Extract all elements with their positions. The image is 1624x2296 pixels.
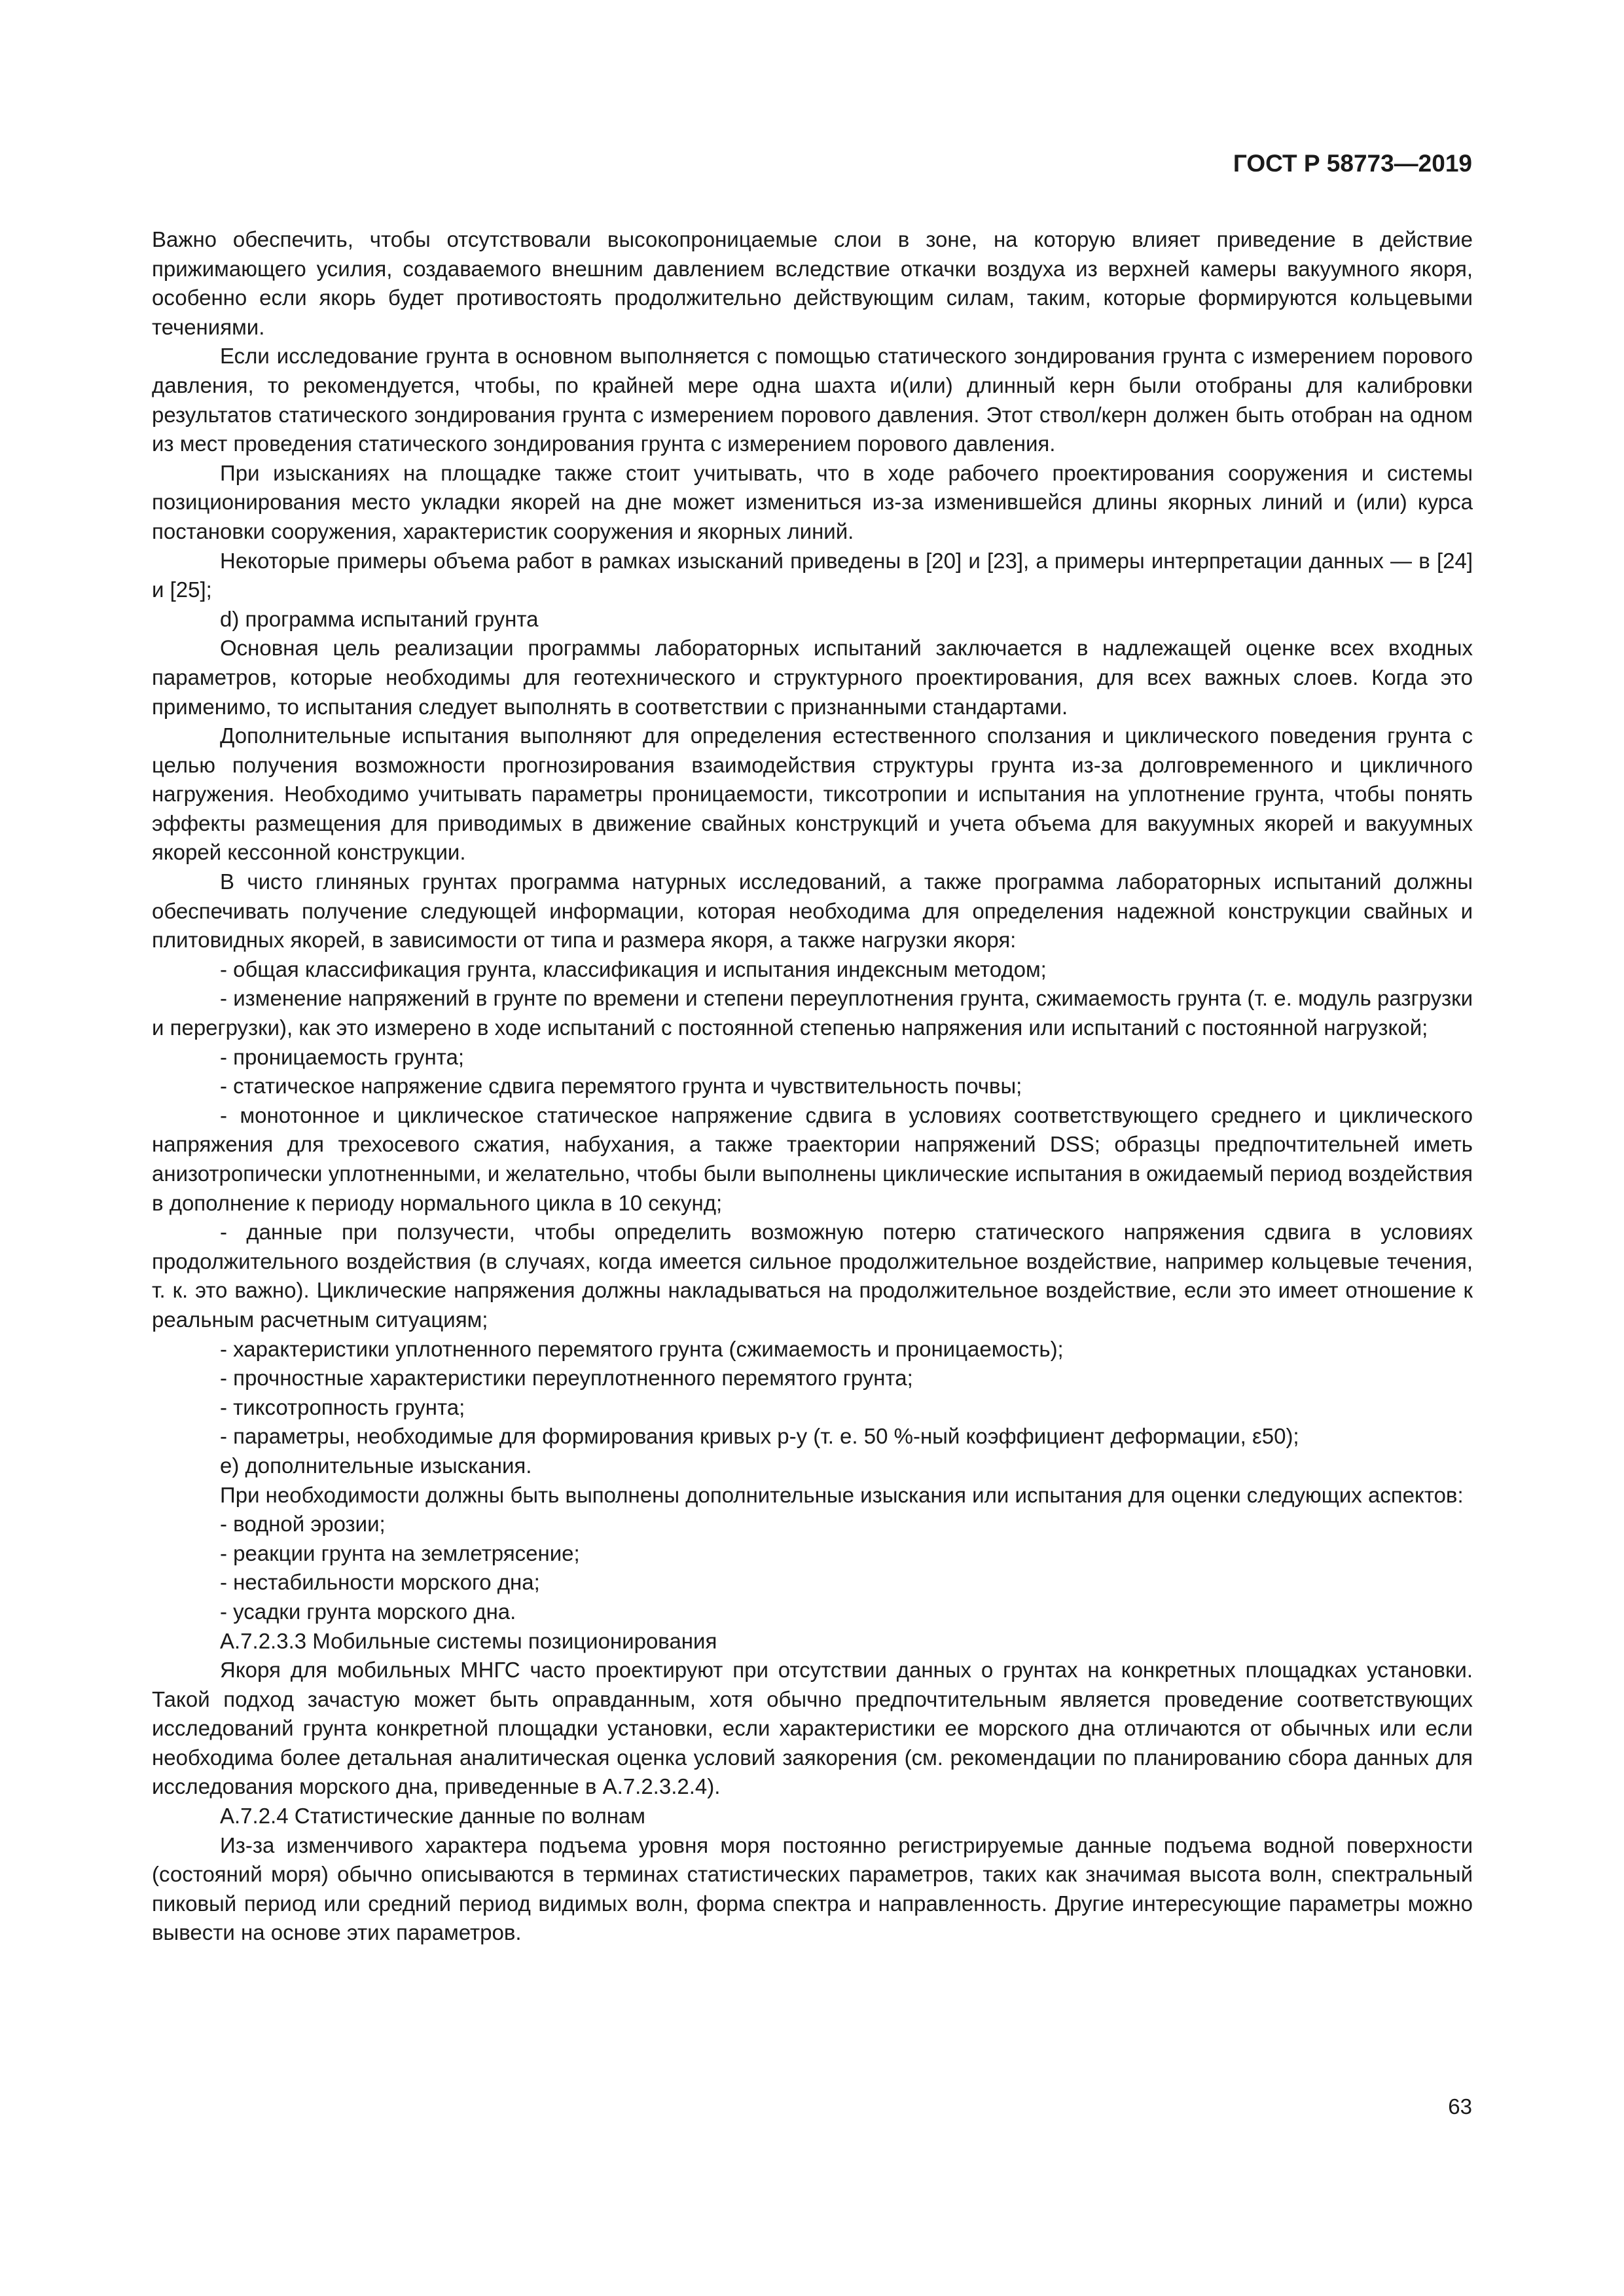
paragraph: - статическое напряжение сдвига перемятого грунта и чувствительность почвы; [220,1074,1022,1099]
paragraph: Если исследование грунта в основном выполняется с помощью статического зондирования грунта с измерением порового давления, то рекомендуется, чтобы, по крайней мере одна шахта и(или) длинный керн были отобраны для калибровки результатов статического зондирования грунта с измерением порового давления. Этот ствол/керн должен быть отобран на одном из мест проведения статического зондирования грунта с измерением порового давления. [152,344,1473,456]
paragraph: d) программа испытаний грунта [220,606,539,631]
paragraph: - параметры, необходимые для формирования кривых р-у (т. е. 50 %-ный коэффициент деформации, ε50); [220,1424,1299,1449]
document-code: ГОСТ Р 58773—2019 [1233,150,1472,177]
paragraph: Важно обеспечить, чтобы отсутствовали высокопроницаемые слои в зоне, на которую влияет приведение в действие прижимающего усилия, создаваемого внешним давлением вследствие откачки воздуха из верхней камеры вакуумного якоря, особенно если якорь будет противостоять продолжительно действующим силам, таким, которые формируются кольцевыми течениями. [152,227,1473,339]
page-number: 63 [1448,2094,1472,2119]
paragraph: - тиксотропность грунта; [220,1394,465,1419]
paragraph: При необходимости должны быть выполнены дополнительные изыскания или испытания для оценки следующих аспектов: [220,1482,1464,1507]
paragraph: - данные при ползучести, чтобы определить возможную потерю статического напряжения сдвига в условиях продолжительного воздействия (в случаях, когда имеется сильное продолжительное воздействие, например кольцевые течения, т. к. это важно). Циклические напряжения должны накладываться на продолжительное воздействие, если это имеет отношение к реальным расчетным ситуациям; [152,1220,1473,1332]
paragraph: А.7.2.3.3 Мобильные системы позиционирования [220,1628,717,1653]
paragraph: Основная цель реализации программы лабораторных испытаний заключается в надлежащей оценке всех входных параметров, которые необходимы для геотехнического и структурного проектирования, для всех важных слоев. Когда это применимо, то испытания следует выполнять в соответствии с признанными стандартами. [152,636,1473,719]
paragraph: - реакции грунта на землетрясение; [220,1540,580,1565]
paragraph: е) дополнительные изыскания. [220,1453,532,1478]
paragraph: Якоря для мобильных МНГС часто проектируют при отсутствии данных о грунтах на конкретных площадках установки. Такой подход зачастую может быть оправданным, хотя обычно предпочтительным является проведение соответствующих исследований грунта конкретной площадки установки, если характеристики ее морского дна отличаются от обычных или если необходима более детальная аналитическая оценка условий заякорения (см. рекомендации по планированию сбора данных для исследования морского дна, приведенные в А.7.2.3.2.4). [152,1658,1473,1799]
paragraph: Некоторые примеры объема работ в рамках изысканий приведены в [20] и [23], а примеры интерпретации данных — в [24] и [25]; [152,548,1473,602]
paragraph: - характеристики уплотненного перемятого грунта (сжимаемость и проницаемость); [220,1336,1064,1361]
paragraph: - прочностные характеристики переуплотненного перемятого грунта; [220,1366,913,1391]
paragraph: Дополнительные испытания выполняют для определения естественного сползания и циклического поведения грунта с целью получения возможности прогнозирования взаимодействия структуры грунта из-за долговременного и цикличного нагружения. Необходимо учитывать параметры проницаемости, тиксотропии и испытания на уплотнение грунта, чтобы понять эффекты размещения для приводимых в движение свайных конструкций и учета объема для вакуумных якорей и вакуумных якорей кессонной конструкции. [152,723,1473,865]
paragraph: - проницаемость грунта; [220,1044,465,1069]
paragraph: - водной эрозии; [220,1512,386,1537]
paragraph: При изысканиях на площадке также стоит учитывать, что в ходе рабочего проектирования сооружения и системы позиционирования место укладки якорей на дне может измениться из-за изменившейся длины якорных линий и (или) курса постановки сооружения, характеристик сооружения и якорных линий. [152,460,1473,543]
paragraph: - изменение напряжений в грунте по времени и степени переуплотнения грунта, сжимаемость грунта (т. е. модуль разгрузки и перегрузки), как это измерено в ходе испытаний с постоянной степенью напряжения или испытаний с постоянной нагрузкой; [152,986,1473,1040]
paragraph: А.7.2.4 Статистические данные по волнам [220,1804,645,1829]
paragraph: В чисто глиняных грунтах программа натурных исследований, а также программа лабораторных испытаний должны обеспечивать получение следующей информации, которая необходима для определения надежной конструкции свайных и плитовидных якорей, в зависимости от типа и размера якоря, а также нагрузки якоря: [152,869,1473,953]
paragraph: - усадки грунта морского дна. [220,1599,516,1624]
body-text [152,225,1473,1948]
paragraph: - общая классификация грунта, классификация и испытания индексным методом; [220,957,1047,981]
paragraph: - нестабильности морского дна; [220,1570,540,1595]
paragraph: - монотонное и циклическое статическое напряжение сдвига в условиях соответствующего среднего и циклического напряжения для трехосевого сжатия, набухания, а также траектории напряжений DSS; образцы предпочтительней иметь анизотропически уплотненными, и желательно, чтобы были выполнены циклические испытания в ожидаемый период воздействия в дополнение к периоду нормального цикла в 10 секунд; [152,1102,1473,1215]
paragraph: Из-за изменчивого характера подъема уровня моря постоянно регистрируемые данные подъема водной поверхности (состояний моря) обычно описываются в терминах статистических параметров, таких как значимая высота волн, спектральный пиковый период или средний период видимых волн, форма спектра и направленность. Другие интересующие параметры можно вывести на основе этих параметров. [152,1832,1473,1945]
